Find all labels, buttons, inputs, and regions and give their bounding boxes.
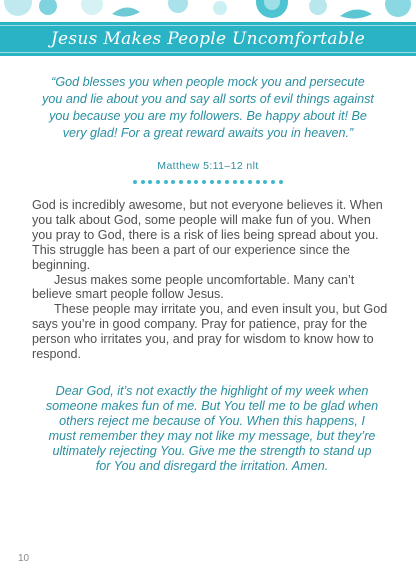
dotted-divider [133,179,283,185]
divider-dot [202,180,206,184]
body-paragraph: Jesus makes some people uncomfortable. Many can’t believe smart people follow Jesus. [32,272,355,302]
divider-dot [217,180,221,184]
title-banner [0,22,416,56]
flower-decoration [385,0,411,17]
divider-dot [148,180,152,184]
leaf-decoration [112,7,140,16]
body-paragraph: These people may irritate you, and even insult you, but God says you’re in good company. Pray for patience, pray for the person who irritates you, and pray for wisdom to know how to respond. [32,302,388,362]
divider-dot [210,180,214,184]
scripture-reference: Matthew 5:11–12 nlt [157,160,259,172]
floral-header-decoration [0,0,416,22]
scripture-text: “God blesses you when people mock you and persecute you and lie about you and say all sorts of evil things against you because you are my followers. Be happy about it! Be very glad! For a great reward awaits you in heaven.” [42,75,374,140]
flower-decoration [309,0,327,15]
divider-dot [156,180,160,184]
flower-decoration [213,1,227,15]
flower-decoration [168,0,188,13]
page-number: 10 [18,553,30,564]
leaf-decoration [340,9,372,18]
prayer-block [44,384,380,474]
divider-dot [225,180,229,184]
divider-dot [263,180,267,184]
prayer-text: Dear God, it’s not exactly the highlight of my week when someone makes fun of me. But You tell me to be glad when others reject me because of You. When this happens, I must remember they may not like my message, but they’re ultimately rejecting You. Give me the strength to stand up for You and disregard the irritation. Amen. [45,384,379,473]
divider-dot [233,180,237,184]
scripture-quote [40,74,376,142]
body-paragraph: God is incredibly awesome, but not everyone believes it. When you talk about God, some people will make fun of you. When you pray to God, there is a risk of lies being spread about you. This struggle has been a part of our experience since the beginning. [32,198,383,272]
divider-dot [141,180,145,184]
divider-dot [164,180,168,184]
divider-dot [179,180,183,184]
divider-dot [171,180,175,184]
divider-dot [248,180,252,184]
divider-dot [279,180,283,184]
divider-dot [187,180,191,184]
flower-decoration [4,0,32,16]
divider-dot [240,180,244,184]
divider-dot [271,180,275,184]
flower-decoration [81,0,103,15]
divider-dot [133,180,137,184]
flower-decoration [39,0,57,15]
page-title: Jesus Makes People Uncomfortable [50,29,366,49]
devotional-body [32,198,392,362]
divider-dot [256,180,260,184]
divider-dot [194,180,198,184]
